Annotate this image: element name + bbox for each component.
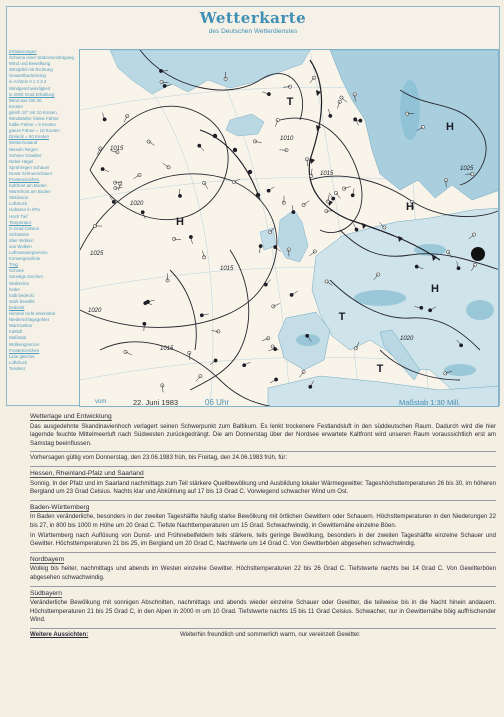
legend-line: Okklusion [9,195,29,201]
legend-line: Sprühregen Schauer [9,164,50,170]
region-text-hessen: Sonnig. In der Pfalz und im Saarland nachmittags zum Teil stärkere Quellbewölkung und Ausbildung lokaler Wärmegewitter. Tageshöchsttemperaturen 26 bis 30, im höheren Bergland um 23 Grad Celsius. Nachts klar und Abkühlung auf 17 bis 13 Grad C. Vorwiegend schwacher Wind um Ost. [30,479,496,496]
map-time: 06 Uhr [205,398,230,407]
legend-line: über Wolken [9,237,34,243]
station-circle [124,350,127,353]
station-circle [167,166,170,169]
station-circle [457,267,460,270]
legend-line: ganze Fahne = 10 Knoten [9,128,60,134]
station-circle [428,309,431,312]
pressure-center-label: H [431,283,439,295]
legend-line: Wind aus Ost 20 [9,97,42,103]
map-date: 22. Juni 1983 [133,398,179,407]
forecast-text [30,410,496,710]
region-heading-baden-wuerttemberg: Baden-Württemberg [30,503,90,511]
legend-line: Gesamtbedeckung [9,73,46,79]
legend-line: Konvergenzlinie [9,256,41,262]
map-scale: Maßstab 1:30 Mill. [399,398,461,407]
legend-line: heiter [9,286,20,292]
region-heading-nordbayern: Nordbayern [30,555,65,563]
pressure-center-label: T [286,96,294,108]
divider [30,451,496,452]
station-circle [119,182,122,185]
legend-line: Tendenz [9,365,26,371]
pressure-center-label: T [376,363,384,375]
isobar-value-label: 1015 [110,146,124,152]
map-title: Wetterkarte [199,9,307,27]
synoptic-map-drawing [80,50,499,407]
divider [30,500,496,501]
weather-map-frame [6,6,500,406]
legend-line: Frontenzeichen [9,347,40,353]
legend-line: halb bedeckt [9,292,34,298]
synoptic-map [79,49,499,407]
validity-line: Vorhersagen gültig vom Donnerstag, den 23.06.1983 früh, bis Freitag, den 24.06.1983 früh, für: [30,454,288,462]
punched-hole [471,247,485,261]
outlook-text: Weiterhin freundlich und sommerlich warm, nur vereinzelt Gewitter. [179,630,361,638]
situation-text: Das ausgedehnte Skandinavienhoch verlagert seinen Schwerpunkt zum Baltikum. Es lenkt trockenere Festlandsluft in den süddeutschen Raum. Dadurch wird die hier lagernde feuchte Mittelmeerluft nach Südwesten zurückgedrängt. Die am Donnerstag über der Nordsee erwartete Kaltfront wird unseren Raum voraussichtlich erst am Samstag beeinflussen. [30,422,496,447]
isobar-value-label: 1020 [130,201,144,207]
legend-line: Warmfront am Boden [9,189,51,195]
legend-line: Wolkenlos [9,280,30,286]
warm-front-bump [213,134,217,138]
legend-line: Knoten [9,103,23,109]
legend-line: Temperatur [9,219,32,225]
legend-line: Dreieck = 50 Knoten [9,134,49,140]
region-heading-hessen: Hessen, Rheinland-Pfalz und Saarland [30,469,144,477]
legend-line: Nebel Hagel [9,158,34,164]
legend-line: gleich 10° mit 10 Knoten [9,109,57,115]
station-circle [329,114,332,117]
legend-line: in 2000 Grad Erhaltung [9,91,55,97]
legend-line: Nieseln Regen [9,146,38,152]
section-heading-situation: Wetterlage und Entwicklung [30,413,112,420]
isobar-value-label: 1015 [320,171,334,177]
legend-line: aus Wolken [9,244,32,249]
station-circle [272,305,275,308]
pressure-center-label: H [406,201,414,213]
legend-line: Niederschlagsgebiet [9,317,49,323]
legend-line: Warmsektor [9,323,33,329]
pressure-center-label: H [176,216,184,228]
station-circle [103,118,106,121]
divider [30,466,496,467]
legend-line: Wolkengrenzen [9,341,40,347]
legend-line: Kaltfront am Boden [9,183,47,189]
legend-line: Schema einer Stationseintragung [9,55,74,61]
region-text-wuerttemberg: In Württemberg nach Auflösung von Dunst- und Frühnebelfeldern teils stärkere, teils geringe Bewölkung, besonders in der zweiten Tageshälfte einzelne Schauer und Gewitter. Höchsttemperaturen 21 bis 25, im Bergland um 20 Grad C, Nachtwerte um 14 Grad C. Von Gewitterböen abgesehen schwachwindig. [30,531,496,548]
legend-line: Hoch Tief [9,213,28,219]
legend-line: halbe Fahne = 5 Knoten [9,122,56,128]
legend-line: Windgeschwindigkeit [9,85,50,91]
legend-line: Windstärke: kleine Fahne [9,116,59,122]
station-circle [126,114,129,117]
legend-line: Dunst Schneeschauer [9,170,53,176]
isobar-value-label: 1010 [280,136,294,142]
legend-line: Isobaren in hPa [9,207,40,213]
map-legend [9,49,75,399]
legend-line: Schnee Gewitter [9,152,42,158]
isobar-value-label: 1020 [400,336,414,342]
outlook-row [30,631,496,640]
isobar-value-label: 1025 [460,166,474,172]
map-date-prefix: vom [95,399,107,405]
isobar-value-label: 1015 [160,346,174,352]
warm-front-bump [248,170,252,174]
pressure-center-label: T [338,311,346,323]
legend-line: Himmel nicht erkennbar [9,311,56,317]
warm-front-bump [256,193,260,197]
divider [30,628,496,629]
legend-line: Erläuterungen [9,49,37,54]
station-circle [99,147,102,150]
legend-line: Frontenzeichen [9,176,40,182]
legend-line: Schnee [9,268,24,274]
divider [30,552,496,553]
legend-line: in Achteln 0 1 2 3 4 [9,79,47,85]
warm-front-bump [233,148,237,152]
legend-line: bedeckt [9,304,25,310]
legend-line: Luftmassengrenzen [9,250,48,256]
region-heading-suedbayern: Südbayern [30,589,62,597]
isobar-value-label: 1015 [220,266,234,272]
legend-line: Wetterzustand [9,140,38,146]
pressure-center-label: H [446,121,454,133]
legend-line: Windpfeil mit Richtung [9,67,53,73]
legend-line: Trog [9,262,18,268]
legend-line: Wind und Bewölkung [9,61,51,67]
legend-line: stark bewölkt [9,298,35,304]
legend-line: Kaltluft [9,329,23,335]
region-text-suedbayern: Veränderliche Bewölkung mit sonnigen Abschnitten, nachmittags und abends wieder einzelne Schauer oder Gewitter, die teilweise bis in die Nacht hinein andauern. Höchsttemperaturen 21 bis 25 Grad C, in den Alpen in 2000 m um 10 Grad. Tiefstwerte nachts 15 bis 11 Grad Celsius. Schwacher, nur in Gewitternähe böig auffrischender Wind. [30,599,496,624]
station-circle [141,211,144,214]
station-circle [309,385,312,388]
station-circle [332,197,335,200]
outlook-label: Weitere Aussichten: [30,630,89,638]
map-subtitle: des Deutschen Wetterdienstes [208,28,298,35]
legend-line: in Grad Celsius [9,225,40,231]
legend-line: Maßstab [9,335,27,341]
legend-line: Sichtweite [9,231,30,237]
isobar-value-label: 1025 [90,251,104,257]
legend-line: Linie gleicher [9,353,35,359]
legend-line: Luftdruck [9,201,28,207]
region-text-baden: In Baden veränderliche, besonders in der zweiten Tageshälfte häufig starke Bewölkung mit örtlichen Gewittern oder Schauern. Höchsttemperaturen in den Niederungen 22 bis 27, in 800 bis 1000 m Höhe um 20 Grad C. Tiefste Nachttemperaturen um 15 Grad. Schwachwindig, in Gewitternähe einzelne Böen. [30,513,496,529]
region-text-nordbayern: Wolkig bis heiter, nachmittags und abends im Westen einzelne Gewitter. Höchsttemperaturen 22 bis 26 Grad C. Tiefstwerte nachts bei 14 Grad C. Von Gewitterböen abgesehen schwachwindig. [30,565,496,581]
divider [30,586,496,587]
legend-line: Luftdruck [9,359,28,365]
isobar-value-label: 1020 [88,308,102,314]
legend-line: Sonstige Zeichen [9,274,43,280]
